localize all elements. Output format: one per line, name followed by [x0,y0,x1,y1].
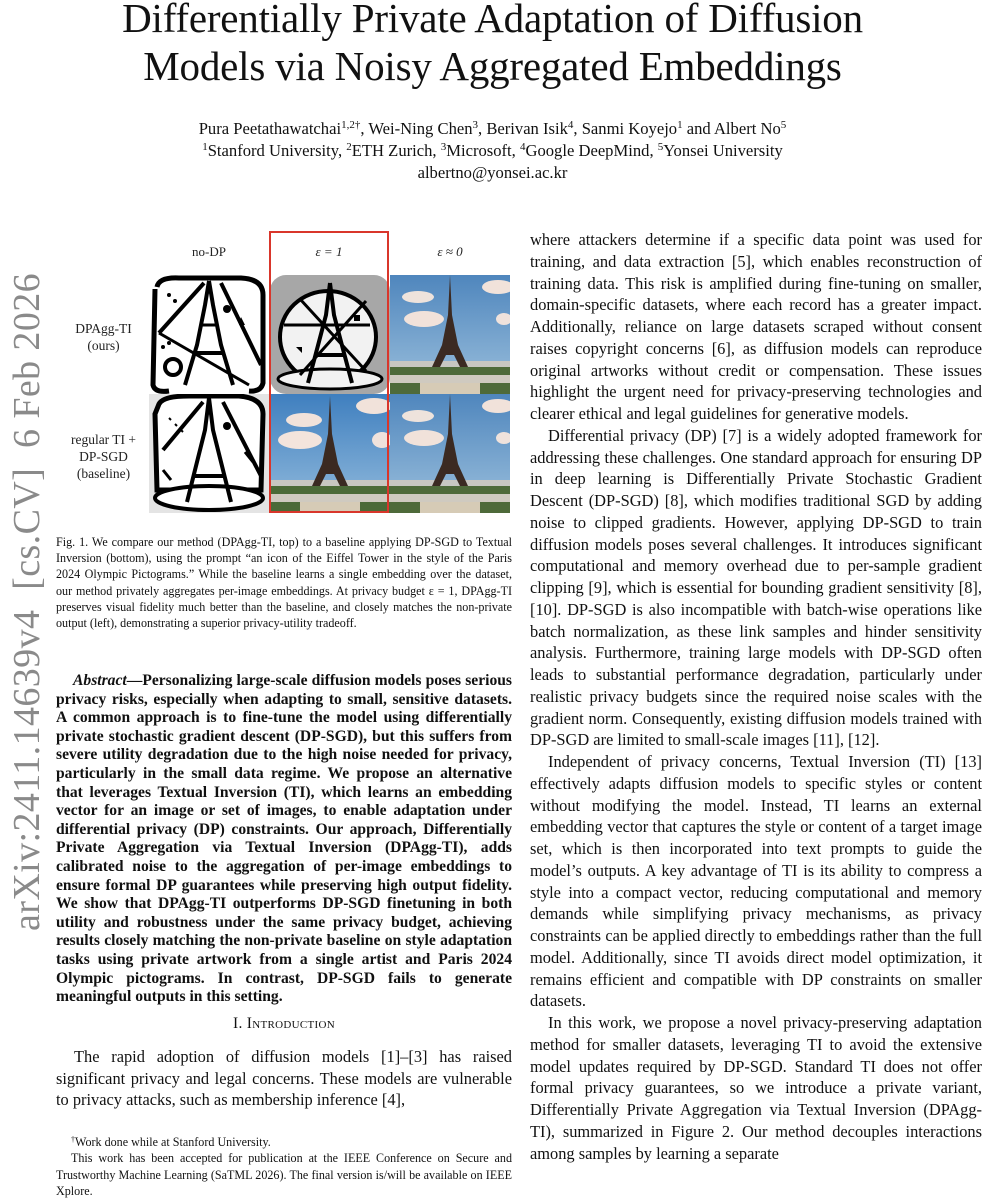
eiffel-photo-image [390,275,510,394]
affiliation: Microsoft [446,141,512,160]
footnote-dagger [56,1134,512,1150]
introduction-right-column [530,229,982,1164]
row-label-baseline [56,431,151,482]
figure-1 [56,228,514,518]
affiliation: ETH Zurich [351,141,433,160]
row-label-line: DPAgg-TI [75,321,132,336]
arxiv-identifier[interactable]: arXiv:2411.14639v4 [cs.CV] 6 Feb 2026 [6,272,48,931]
column-header-epsilon-0: ε ≈ 0 [437,244,463,259]
author-name: Pura Peetathawatchai [198,119,342,138]
separator: , [573,119,582,138]
separator: , [478,119,487,138]
author-superscript: 1,2† [341,119,361,131]
title-line-2: Models via Noisy Aggregated Embeddings [143,43,842,89]
affiliation-superscript: 5 [657,141,664,153]
affiliation: Stanford University [207,141,338,160]
row-label-line: DP-SGD [79,449,128,464]
footnotes [56,1134,512,1200]
footnote-text: Work done while at Stanford University. [75,1135,271,1149]
row-label-line: (ours) [87,338,120,353]
affiliation-superscript: 2 [346,141,352,153]
author-email[interactable]: albertno@yonsei.ac.kr [417,163,568,182]
affiliation-superscript: 4 [519,141,526,153]
row-label-line: regular TI + [70,432,137,447]
author-name: Wei-Ning Chen [368,119,473,138]
author-superscript: 4 [567,119,574,131]
row-label-line: (baseline) [76,466,131,481]
eiffel-photo-image [390,394,510,513]
figure-1-caption: Fig. 1. We compare our method (DPAgg-TI, top) to a baseline applying DP-SGD to Textual Inversion (bottom), using the prompt “an icon of the Eiffel Tower in the style of the Paris 2024 Olympic Pictograms.” While the baseline learns a single embedding over the dataset, our method privately aggregates per-image embeddings. At privacy budget ε = 1, DPAgg-TI preserves visual fidelity much better than the baseline, and closely matches the non-private output (left), demonstrating a superior privacy-utility tradeoff. [56,535,512,631]
introduction-left-column [56,1046,512,1111]
image-dpagg-nodp-pictogram [149,275,269,394]
paragraph: Independent of privacy concerns, Textual Inversion (TI) [13] effectively adapts diffusion models to specific styles or content without modifying the model. Instead, TI learns an external embedding vector that captures the style or content of a target image set, which is then incorporated into text prompts to guide the model’s outputs. A key advantage of TI is its ability to compress a style into a compact vector, reducing computational and memory demands while simplifying privacy mechanisms, as privacy constraints can be applied directly to embeddings rather than the full model. Additionally, since TI avoids direct model optimization, it remains efficient and compatible with DP constraints on smaller datasets. [530,752,982,1011]
section-heading-introduction: I. Introduction [232,1015,335,1032]
separator: and [682,119,714,138]
abstract [56,672,512,1007]
paper-title [0,0,985,90]
abstract-text: —Personalizing large-scale diffusion models poses serious privacy risks, especially when adapting to small, sensitive datasets. A common approach is to fine-tune the model using differentially private stochastic gradient descent (DP-SGD), but this suffers from severe utility degradation due to the high noise needed for privacy, particularly in the small data regime. We propose an alternative that leverages Textual Inversion (TI), which learns an embedding vector for an image or set of images, to enable adaptation under differential privacy (DP) constraints. Our approach, Differentially Private Aggregation via Textual Inversion (DPAgg-TI), adds calibrated noise to the aggregation of per-image embeddings to ensure formal DP guarantees while preserving high output fidelity. We show that DPAgg-TI outperforms DP-SGD finetuning in both utility and robustness under the same privacy budget, achieving results closely matching the non-private baseline on style adaptation tasks using private artwork from a single artist and Paris 2024 Olympic pictograms. In contrast, DP-SGD fails to generate meaningful outputs in this setting. [56,672,512,1006]
author-superscript: 5 [780,119,787,131]
author-block [0,118,985,184]
arxiv-watermark [5,272,49,931]
eiffel-pictogram-image [149,275,269,394]
separator: , [360,119,369,138]
title-line-1: Differentially Private Adaptation of Diffusion [122,0,863,41]
paragraph: where attackers determine if a specific data point was used for training, and data extraction [5], which enables reconstruction of training data. This risk is amplified during fine-tuning on smaller, domain-specific datasets, where each record has a greater impact. Additionally, reliance on large datasets scraped without consent raises copyright concerns [6], as diffusion models can reproduce original artworks without credit or compensation. These issues highlight the urgent need for privacy-preserving technologies and clearer ethical and legal guidelines for generative models. [530,230,982,423]
column-header-epsilon-1: ε = 1 [315,244,343,259]
author-name: Albert No [713,119,781,138]
affiliation-superscript: 1 [202,141,208,153]
abstract-label: Abstract [73,672,127,689]
image-dpagg-eps0-photo [390,275,510,394]
paragraph: The rapid adoption of diffusion models [1]–[3] has raised significant privacy and legal concerns. These models are vulnerable to privacy attacks, such as membership inference [4], [56,1047,512,1110]
dagger-mark: † [71,1135,75,1144]
author-name: Sanmi Koyejo [581,119,678,138]
author-superscript: 3 [472,119,479,131]
image-baseline-eps0-photo [390,394,510,513]
column-header-no-dp: no-DP [192,244,226,259]
author-list [0,118,985,140]
image-baseline-nodp-pictogram [149,394,269,513]
affiliation: Yonsei University [663,141,783,160]
eiffel-pictogram-image [149,394,269,513]
affiliation: Google DeepMind [525,141,650,160]
footnote-publication: This work has been accepted for publication at the IEEE Conference on Secure and Trustworthy Machine Learning (SaTML 2026). The final version is/will be available on IEEE Xplore. [56,1151,512,1199]
author-name: Berivan Isik [486,119,568,138]
paragraph: Differential privacy (DP) [7] is a widely adopted framework for addressing these challenges. One standard approach for ensuring DP in deep learning is Differentially Private Stochastic Gradient Descent (DP-SGD) [8], which modifies traditional SGD by adding noise to clipped gradients. However, applying DP-SGD to train diffusion models poses several challenges. It introduces significant computational and memory overhead due to per-sample gradient clipping [9], which is essential for bounding gradient sensitivity [8], [10]. DP-SGD is also incompatible with batch-wise operations like batch normalization, as these link samples and hinder sensitivity analysis. Furthermore, training large models with DP-SGD often leads to substantial performance degradation, particularly under realistic privacy budgets since the required noise scales with the gradient norm. Consequently, existing diffusion models trained with DP-SGD are limited to small-scale images [11], [12]. [530,425,982,750]
paragraph: In this work, we propose a novel privacy-preserving adaptation method for smaller datasets, leveraging TI to avoid the extensive model updates required by DP-SGD. Standard TI does not offer formal privacy guarantees, so we introduce a private variant, Differentially Private Aggregation via Textual Inversion (DPAgg-TI), summarized in Figure 2. Our method decouples interactions among samples by learning a separate [530,1013,982,1163]
highlight-box-epsilon-1 [269,231,389,513]
affiliation-superscript: 3 [440,141,447,153]
affiliation-list: $^1$Stanford University, $^2$ETH Zurich, $^3$Microsoft, $^4$Google DeepMind, $^5$Yonsei University [202,141,783,160]
row-label-dpagg-ti [56,320,151,354]
author-superscript: 1 [677,119,683,131]
